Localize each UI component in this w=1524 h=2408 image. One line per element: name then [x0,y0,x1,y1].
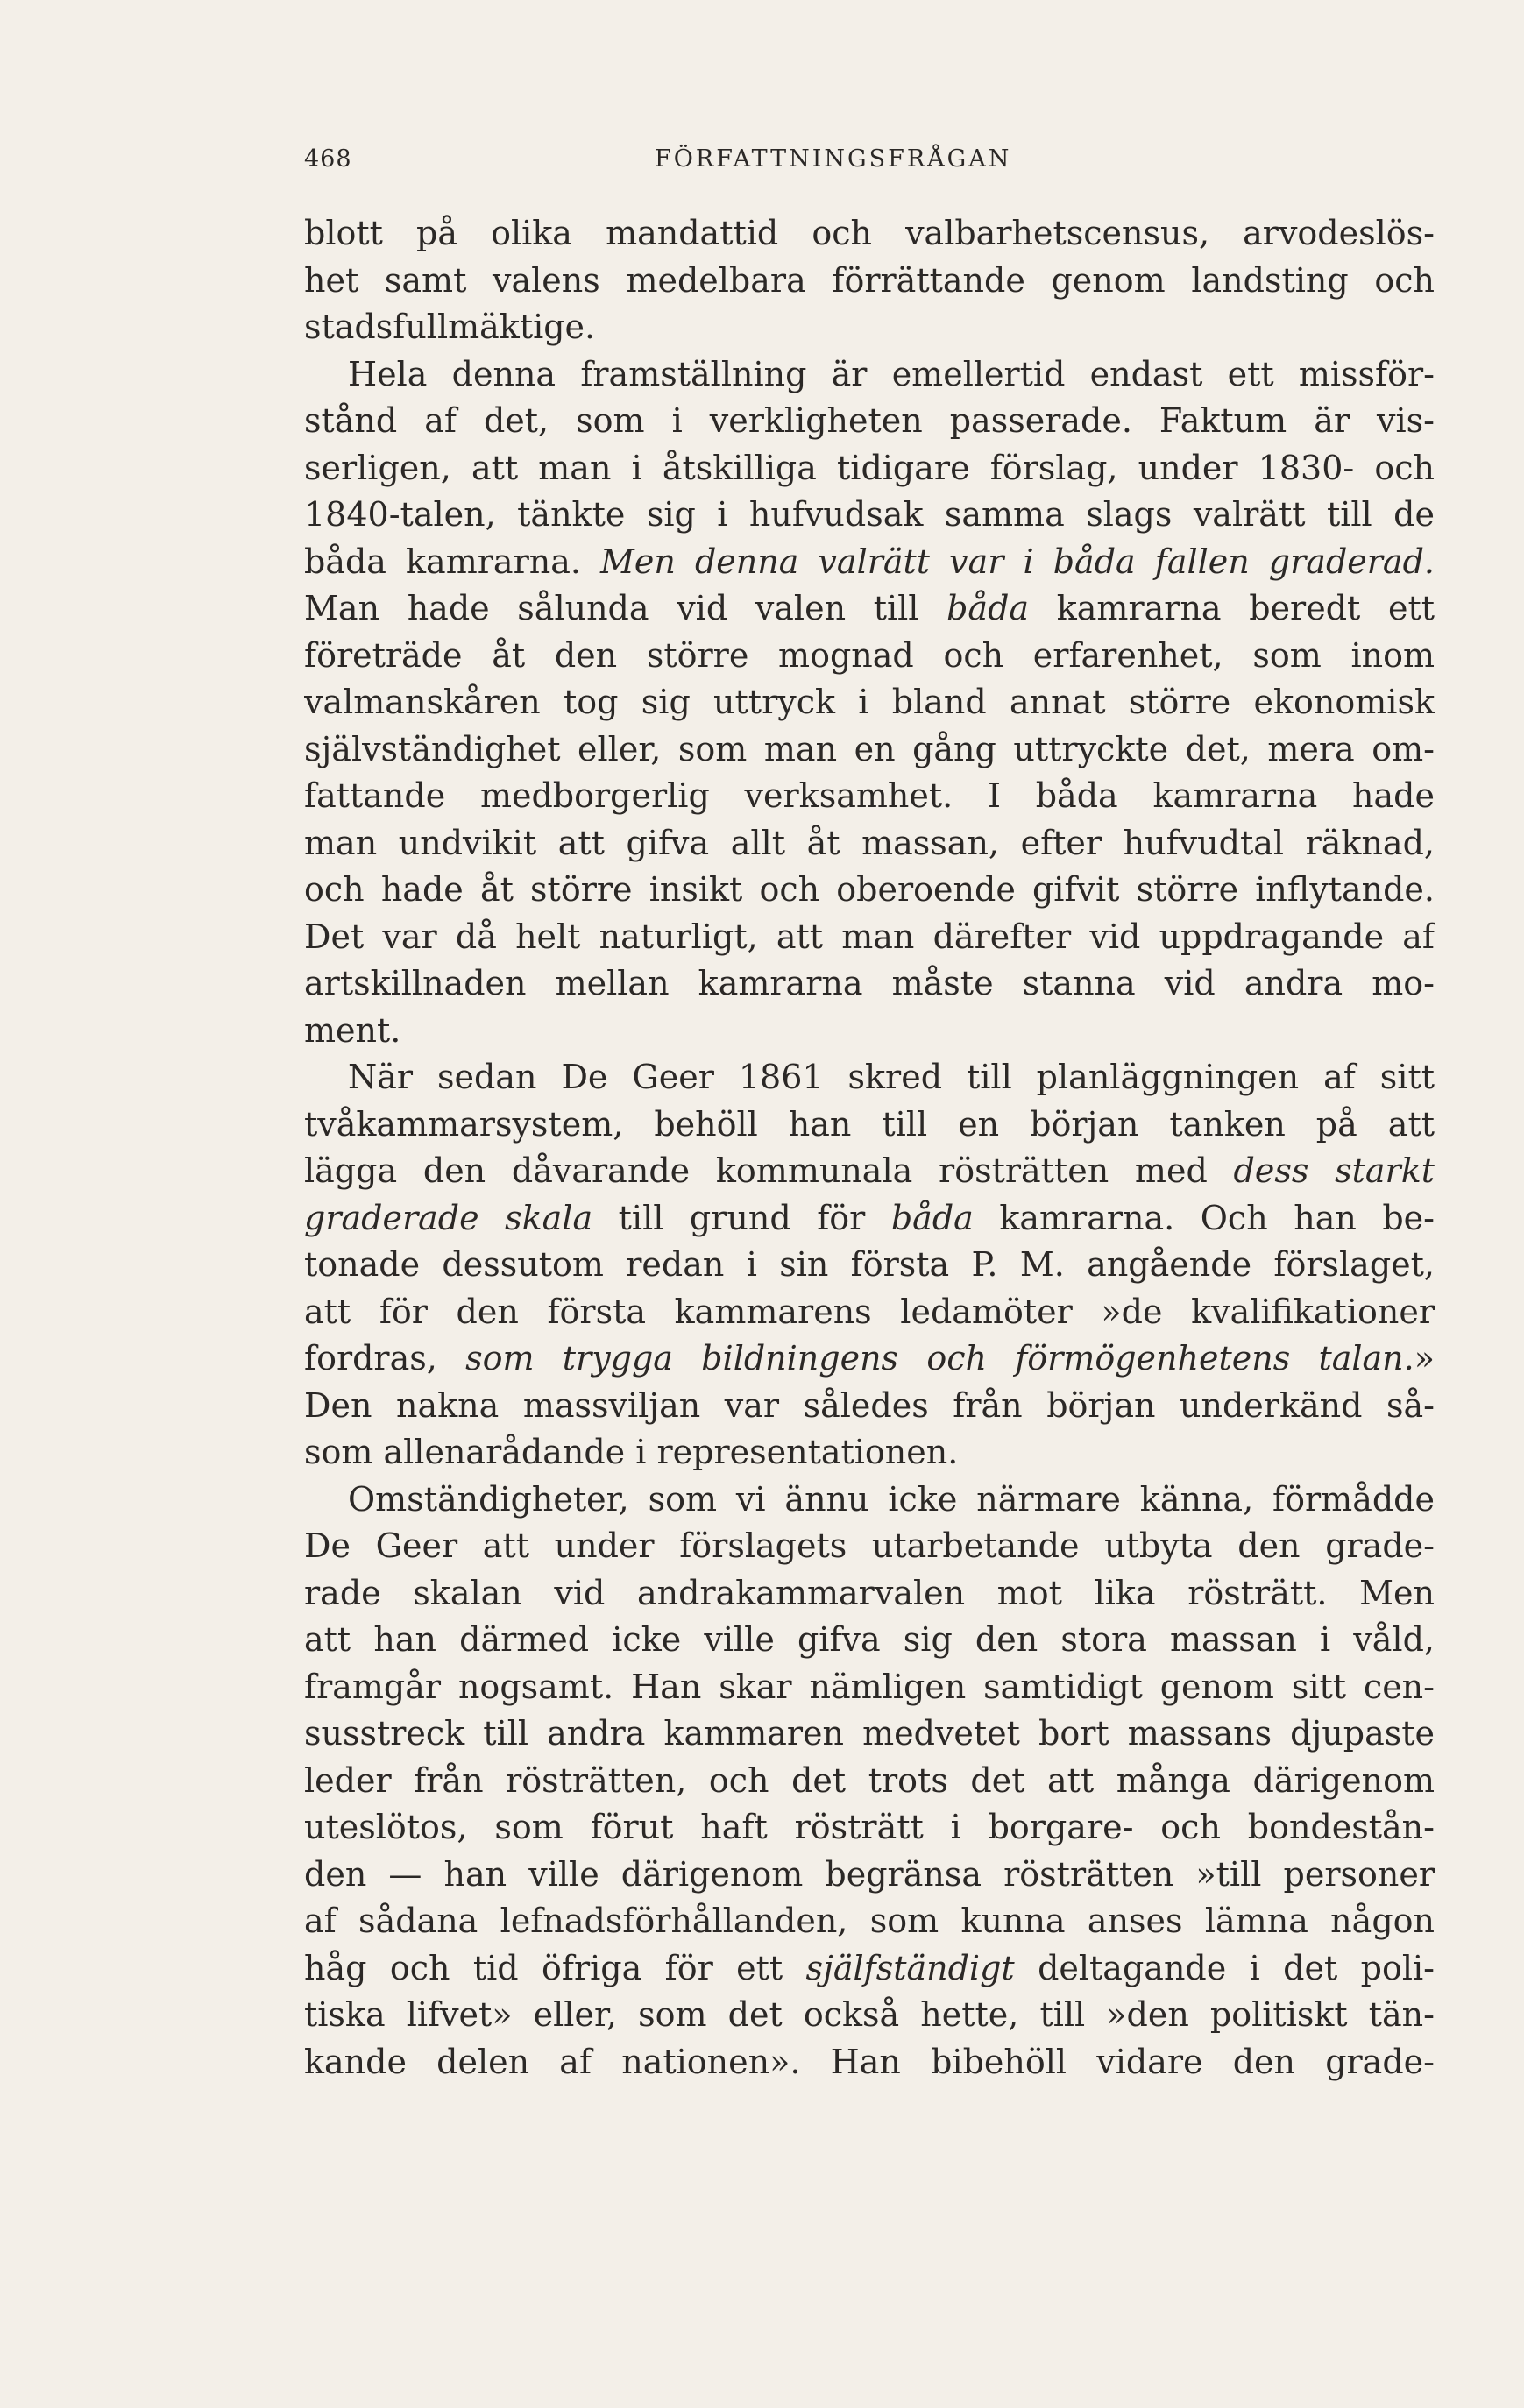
text-line [304,960,1435,1008]
text-span: het samt valens medelbara förrättande genom landsting och [304,260,1435,300]
text-line [304,304,1435,351]
text-span: företräde åt den större mognad och erfarenhet, som inom [304,635,1435,675]
italic-span: dess starkt [1233,1151,1435,1190]
text-span: tonade dessutom redan i sin första P. M. angående förslaget, [304,1245,1435,1284]
text-line [304,679,1435,726]
text-line [304,1710,1435,1758]
text-span: af sådana lefnadsförhållanden, som kunna anses lämna någon [304,1902,1435,1940]
text-span: kande delen af nationen». Han bibehöll vidare den grade- [304,2042,1435,2081]
text-line [304,1804,1435,1852]
text-span: artskillnaden mellan kamrarna måste stanna vid andra mo- [304,964,1435,1002]
text-span: När sedan De Geer 1861 skred till planläggningen af sitt [348,1058,1435,1096]
text-line [304,1617,1435,1664]
text-span: 1840-talen, tänkte sig i hufvudsak samma slags valrätt till de [304,495,1435,534]
text-span: till grund för [592,1198,891,1237]
italic-span: båda [946,589,1030,627]
text-line [304,1898,1435,1945]
running-title: FÖRFATTNINGSFRÅGAN [655,145,1012,173]
text-line [304,2039,1435,2086]
text-span: uteslötos, som förut haft rösträtt i borgare- och bondestån- [304,1808,1435,1846]
text-span: båda kamrarna. [304,542,601,581]
text-span: man undvikit att gifva allt åt massan, efter hufvudtal räknad, [304,823,1435,862]
text-line [304,398,1435,445]
text-span: och hade åt större insikt och oberoende gifvit större inflytande. [304,870,1435,909]
italic-span: som trygga bildningens och förmögenhetens talan. [465,1339,1414,1378]
text-span: Omständigheter, som vi ännu icke närmare känna, förmådde [348,1479,1435,1519]
text-line [304,1335,1435,1383]
italic-span: Men denna valrätt var i båda fallen graderad. [600,542,1435,581]
text-line [304,773,1435,820]
text-line [304,1758,1435,1805]
text-line [304,1664,1435,1711]
text-line [304,351,1435,399]
text-span: valmanskåren tog sig uttryck i bland annat större ekonomisk [304,683,1435,721]
italic-span: själfständigt [805,1948,1015,1987]
text-span: De Geer att under förslagets utarbetande utbyta den grade- [304,1526,1435,1565]
text-span: som allenarådande i representationen. [304,1433,959,1471]
italic-span: graderade skala [304,1198,593,1237]
text-span: tvåkammarsystem, behöll han till en början tanken på att [304,1104,1435,1144]
text-line [304,820,1435,868]
text-line [304,258,1435,305]
text-line [304,445,1435,492]
text-span: Det var då helt naturligt, att man därefter vid uppdragande af [304,917,1435,956]
text-line [304,1523,1435,1570]
text-span: Den nakna massviljan var således från början underkänd så- [304,1385,1435,1425]
text-line [304,1289,1435,1336]
text-span: framgår nogsamt. Han skar nämligen samtidigt genom sitt cen- [304,1667,1435,1706]
text-span: lägga den dåvarande kommunala rösträtten med [304,1151,1234,1190]
text-span: den — han ville därigenom begränsa rösträtten »till personer [304,1854,1435,1894]
text-line [304,867,1435,914]
text-line [304,539,1435,586]
text-line [304,1242,1435,1289]
text-line [304,1148,1435,1195]
text-line [304,210,1435,258]
text-line [304,1383,1435,1430]
text-line [304,1945,1435,1993]
text-line [304,1477,1435,1524]
text-line [304,1008,1435,1055]
text-span: att för den första kammarens ledamöter »de kvalifikationer [304,1292,1435,1331]
page-header [304,145,1435,189]
text-span: att han därmed icke ville gifva sig den stora massan i våld, [304,1620,1435,1659]
text-line [304,1429,1435,1477]
text-span: » [1414,1339,1435,1378]
text-line [304,633,1435,680]
text-line [304,726,1435,774]
text-line [304,1570,1435,1618]
text-span: fattande medborgerlig verksamhet. I båda kamrarna hade [304,776,1435,815]
text-span: susstreck till andra kammaren medvetet bort massans djupaste [304,1714,1435,1753]
page-number: 468 [304,145,352,173]
text-line [304,1195,1435,1243]
text-span: fordras, [304,1339,466,1378]
text-span: kamrarna. Och han be- [973,1198,1435,1237]
text-line [304,1101,1435,1149]
text-span: håg och tid öfriga för ett [304,1948,806,1987]
text-line [304,914,1435,961]
body-text [304,210,1435,2086]
text-span: Man hade sålunda vid valen till [304,589,947,627]
text-span: kamrarna beredt ett [1029,589,1435,627]
italic-span: båda [890,1198,974,1237]
text-span: ment. [304,1010,401,1050]
text-span: serligen, att man i åtskilliga tidigare förslag, under 1830- och [304,448,1435,487]
text-line [304,1054,1435,1101]
text-span: självständighet eller, som man en gång uttryckte det, mera om- [304,729,1435,768]
text-span: tiska lifvet» eller, som det också hette, till »den politiskt tän- [304,1995,1435,2034]
text-span: rade skalan vid andrakammarvalen mot lika rösträtt. Men [304,1573,1435,1612]
text-span: deltagande i det poli- [1014,1948,1435,1987]
text-line [304,585,1435,633]
text-span: leder från rösträtten, och det trots det att många därigenom [304,1760,1435,1800]
text-span: Hela denna framställning är emellertid endast ett missför- [348,354,1435,393]
text-span: stadsfullmäktige. [304,308,596,346]
text-line [304,492,1435,539]
text-line [304,1852,1435,1899]
text-span: stånd af det, som i verkligheten passerade. Faktum är vis- [304,401,1435,440]
text-span: blott på olika mandattid och valbarhetscensus, arvodeslös- [304,214,1435,252]
text-line [304,1992,1435,2039]
